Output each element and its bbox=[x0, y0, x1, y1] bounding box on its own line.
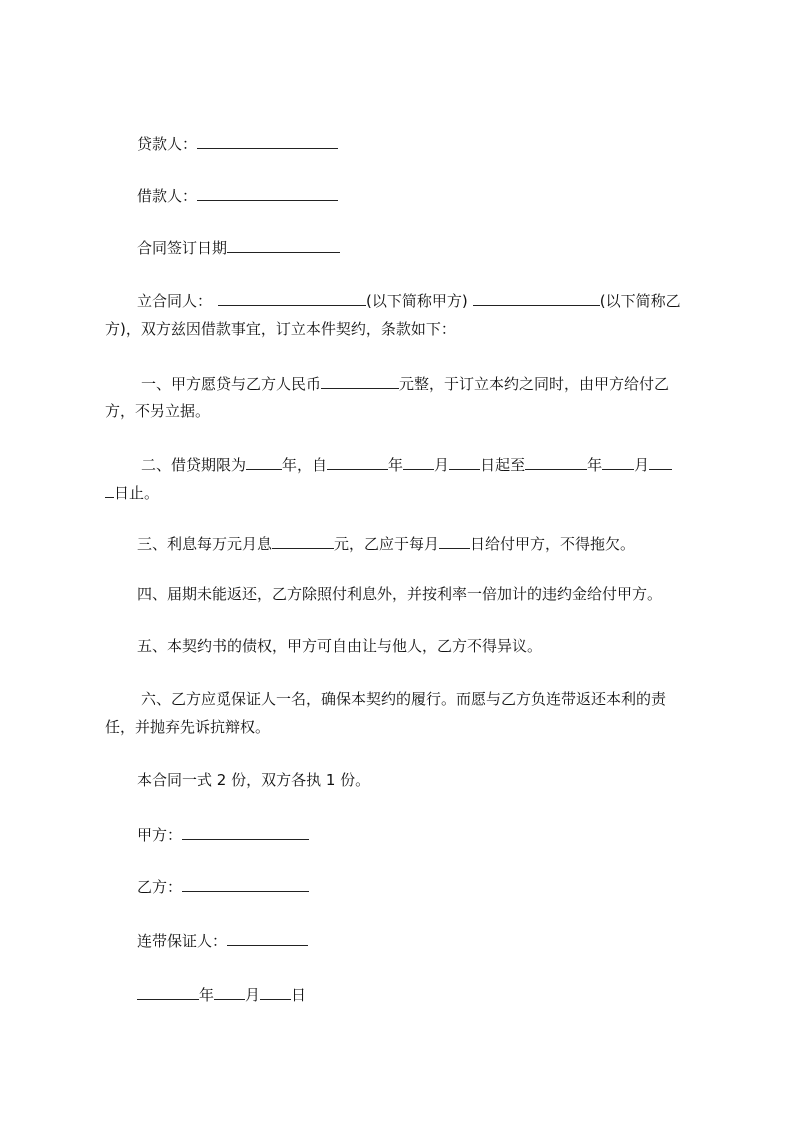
clause-4-line bbox=[137, 585, 662, 603]
clause-1-line-2 bbox=[105, 402, 210, 420]
sign-date-line bbox=[137, 238, 340, 256]
signature-month-blank[interactable] bbox=[214, 985, 245, 1000]
clause-1-line-1 bbox=[141, 374, 669, 392]
to-month-blank[interactable] bbox=[602, 455, 634, 470]
signature-year-label: 年 bbox=[199, 986, 215, 1004]
interest-blank[interactable] bbox=[272, 534, 334, 549]
clause-2-start: 二、借贷期限为 bbox=[141, 456, 247, 474]
from-year-blank[interactable] bbox=[327, 455, 388, 470]
to-day-blank-1[interactable] bbox=[649, 455, 672, 470]
signature-year-blank[interactable] bbox=[137, 985, 199, 1000]
clause-2-year1: 年，自 bbox=[282, 456, 328, 474]
signature-month-label: 月 bbox=[245, 986, 261, 1004]
signature-day-blank[interactable] bbox=[260, 985, 291, 1000]
payment-day-blank[interactable] bbox=[439, 534, 470, 549]
clause-2-line-2 bbox=[105, 483, 159, 501]
clause-3-line bbox=[137, 534, 635, 552]
guarantor-signature-label: 连带保证人： bbox=[137, 932, 228, 950]
clause-2-line-1 bbox=[141, 455, 672, 473]
clause-5-text: 五、本契约书的债权，甲方可自由让与他人，乙方不得异议。 bbox=[137, 637, 543, 655]
copies-line bbox=[137, 771, 370, 789]
term-years-blank[interactable] bbox=[246, 455, 282, 470]
party-a-suffix: (以下简称甲方) bbox=[366, 292, 468, 310]
from-day-blank[interactable] bbox=[449, 455, 480, 470]
signature-date-line bbox=[137, 985, 306, 1003]
clause-2-day-to: 日止。 bbox=[114, 484, 160, 502]
guarantor-signature-line bbox=[137, 931, 308, 949]
party-b-signature-line bbox=[137, 877, 309, 895]
clause-3-middle: 元，乙应于每月 bbox=[334, 535, 440, 553]
lender-blank[interactable] bbox=[197, 134, 338, 149]
party-b-signature-label: 乙方： bbox=[137, 878, 183, 896]
clause-6-text-2: 任，并抛弃先诉抗辩权。 bbox=[105, 718, 271, 736]
borrower-label: 借款人： bbox=[137, 187, 198, 205]
clause-3-start: 三、利息每万元月息 bbox=[137, 535, 273, 553]
clause-2-day-from: 日起至 bbox=[480, 456, 526, 474]
clause-5-line bbox=[137, 637, 542, 655]
lender-label: 贷款人： bbox=[137, 135, 198, 153]
clause-2-month2: 月 bbox=[434, 456, 450, 474]
clause-6-line-1 bbox=[141, 690, 666, 708]
signature-day-label: 日 bbox=[291, 986, 307, 1004]
party-b-signature-blank[interactable] bbox=[182, 877, 309, 892]
to-day-blank-2[interactable] bbox=[105, 483, 114, 498]
copies-text: 本合同一式 2 份，双方各执 1 份。 bbox=[137, 771, 371, 789]
clause-1-start: 一、甲方愿贷与乙方人民币 bbox=[141, 375, 322, 393]
party-b-suffix-end: 方)，双方兹因借款事宜，订立本件契约，条款如下： bbox=[105, 320, 456, 338]
party-b-blank[interactable] bbox=[473, 291, 600, 306]
clause-4-text: 四、届期未能返还，乙方除照付利息外，并按利率一倍加计的违约金给付甲方。 bbox=[137, 585, 663, 603]
party-a-signature-label: 甲方： bbox=[137, 826, 183, 844]
clause-1-end: 方，不另立据。 bbox=[105, 402, 211, 420]
party-b-suffix-start: (以下简称乙 bbox=[599, 292, 681, 310]
sign-date-label: 合同签订日期 bbox=[137, 239, 228, 257]
clause-6-line-2 bbox=[105, 718, 270, 736]
parties-line-2 bbox=[105, 320, 456, 338]
party-a-blank[interactable] bbox=[218, 291, 366, 306]
clause-1-middle: 元整，于订立本约之同时，由甲方给付乙 bbox=[399, 375, 670, 393]
clause-6-text-1: 六、乙方应觅保证人一名，确保本契约的履行。而愿与乙方负连带返还本利的责 bbox=[141, 690, 667, 708]
borrower-line bbox=[137, 186, 338, 204]
party-a-signature-line bbox=[137, 825, 309, 843]
clause-2-year2: 年 bbox=[388, 456, 404, 474]
guarantor-signature-blank[interactable] bbox=[227, 931, 308, 946]
parties-line-1 bbox=[137, 291, 681, 309]
from-month-blank[interactable] bbox=[403, 455, 434, 470]
lender-line bbox=[137, 134, 338, 152]
party-a-signature-blank[interactable] bbox=[182, 825, 309, 840]
to-year-blank[interactable] bbox=[525, 455, 587, 470]
borrower-blank[interactable] bbox=[197, 186, 338, 201]
amount-blank[interactable] bbox=[321, 374, 399, 389]
clause-2-month3: 月 bbox=[634, 456, 650, 474]
parties-lead: 立合同人： bbox=[137, 292, 213, 310]
clause-3-end: 日给付甲方，不得拖欠。 bbox=[470, 535, 636, 553]
clause-2-year3: 年 bbox=[587, 456, 603, 474]
sign-date-blank[interactable] bbox=[227, 238, 340, 253]
